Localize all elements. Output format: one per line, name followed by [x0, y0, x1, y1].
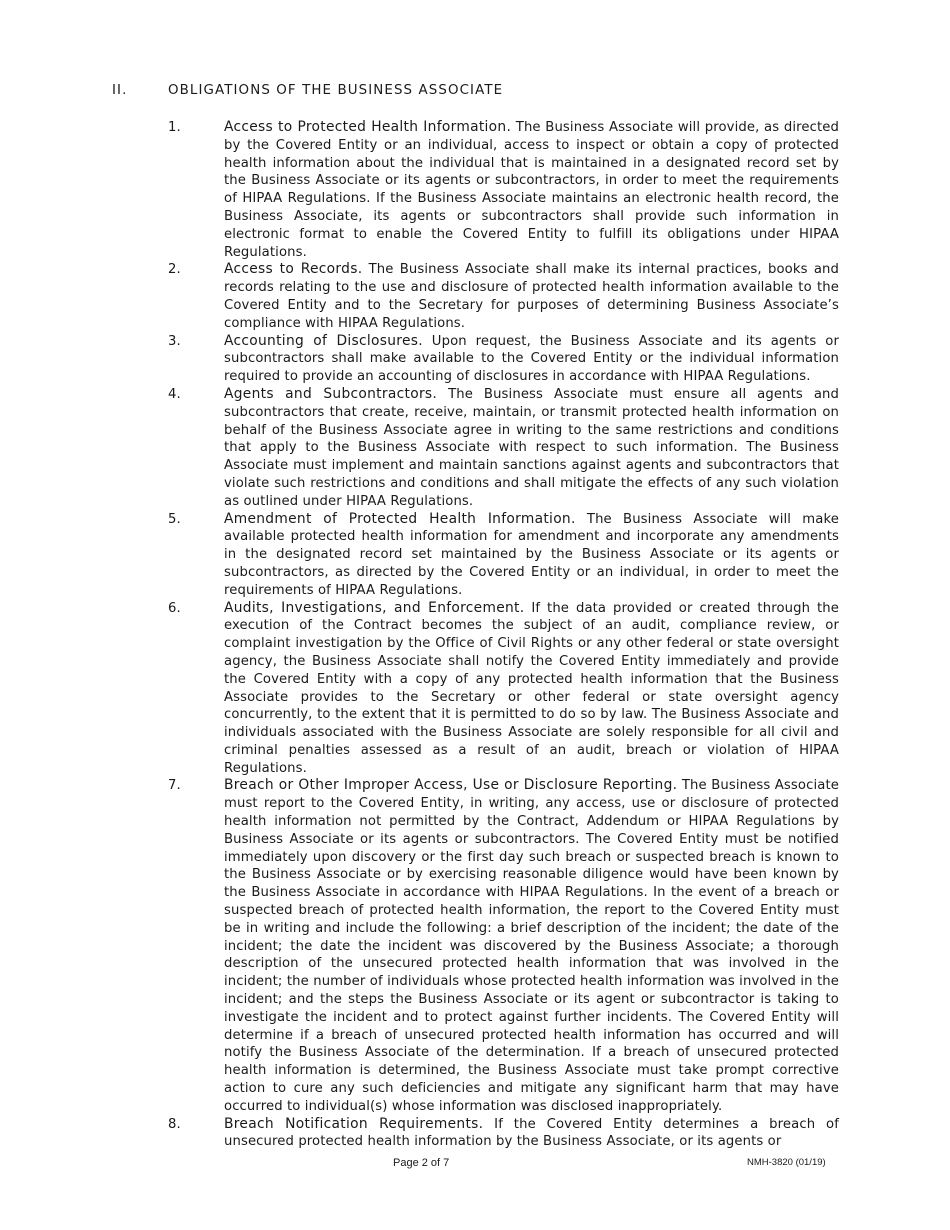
- item-text: The Business Associate must report to the Covered Entity, in writing, any access, use or disclosure of protected health information not permitted by the Contract, Addendum or HIPAA Regulations by Business Associate or its agents or subcontractors. The Covered Entity must be notified immediately upon discovery or the first day such breach or suspected breach is known to the Business Associate or by exercising reasonable diligence would have been known by the Business Associate in accordance with HIPAA Regulations. In the event of a breach or suspected breach of protected health information, the report to the Covered Entity must be in writing and include the following: a brief description of the incident; the date of the incident; the date the incident was discovered by the Business Associate; a thorough description of the unsecured protected health information that was involved in the incident; the number of individuals whose protected health information was involved in the incident; and the steps the Business Associate or its agent or subcontractor is taking to investigate the incident and to protect against further incidents. The Covered Entity will determine if a breach of unsecured protected health information has occurred and will notify the Business Associate of the determination. If a breach of unsecured protected health information is determined, the Business Associate must take prompt corrective action to cure any such deficiencies and mitigate any significant harm that may have occurred to individual(s) whose information was disclosed inappropriately.: [224, 778, 839, 1114]
- list-item: [168, 1116, 839, 1152]
- list-item: [168, 386, 839, 511]
- item-number: 6.: [168, 600, 181, 616]
- item-title: Audits, Investigations, and Enforcement.: [224, 599, 525, 616]
- list-item: [168, 333, 839, 386]
- item-title: Access to Records.: [224, 261, 363, 278]
- item-text: If the data provided or created through the execution of the Contract becomes the subject of an audit, compliance review, or complaint investigation by the Office of Civil Rights or any other federal or state oversight agency, the Business Associate shall notify the Covered Entity immediately and provide the Covered Entity with a copy of any protected health information that the Business Associate provides to the Secretary or other federal or state oversight agency concurrently, to the extent that it is permitted to do so by law. The Business Associate and individuals associated with the Business Associate are solely responsible for all civil and criminal penalties assessed as a result of an audit, breach or violation of HIPAA Regulations.: [224, 600, 839, 776]
- list-item: [168, 511, 839, 600]
- item-number: 8.: [168, 1116, 181, 1132]
- item-title: Breach or Other Improper Access, Use or Disclosure Reporting.: [224, 777, 678, 794]
- item-number: 7.: [168, 778, 181, 794]
- list-item: [168, 777, 839, 1115]
- section-number: II.: [112, 83, 128, 98]
- item-text: Upon request, the Business Associate and its agents or subcontractors shall make available to the Covered Entity or the individual information required to provide an accounting of disclosures in accordance with HIPAA Regulations.: [224, 333, 839, 385]
- item-text: If the Covered Entity determines a breach of unsecured protected health information by the Business Associate, or its agents or: [224, 1116, 839, 1150]
- page-number: Page 2 of 7: [393, 1157, 450, 1169]
- list-item: [168, 600, 839, 778]
- item-number: 2.: [168, 262, 181, 278]
- item-text: The Business Associate will make available protected health information for amendment and incorporate any amendments in the designated record set maintained by the Business Associate or its agents or subcontractors, as directed by the Covered Entity or an individual, in order to meet the requirements of HIPAA Regulations.: [224, 511, 839, 598]
- item-text: The Business Associate must ensure all agents and subcontractors that create, receive, maintain, or transmit protected health information on behalf of the Business Associate agree in writing to the same restrictions and conditions that apply to the Business Associate with respect to such information. The Business Associate must implement and maintain sanctions against agents and subcontractors that violate such restrictions and conditions and shall mitigate the effects of any such violation as outlined under HIPAA Regulations.: [224, 386, 839, 509]
- item-number: 5.: [168, 511, 181, 527]
- item-text: The Business Associate shall make its internal practices, books and records relating to the use and disclosure of protected health information available to the Covered Entity and to the Secretary for purposes of determining Business Associate’s compliance with HIPAA Regulations.: [224, 262, 839, 331]
- item-title: Access to Protected Health Information.: [224, 119, 512, 135]
- item-title: Agents and Subcontractors.: [224, 385, 438, 402]
- form-id: NMH-3820 (01/19): [747, 1157, 826, 1168]
- item-title: Accounting of Disclosures.: [224, 332, 423, 349]
- list-item: [168, 119, 839, 261]
- item-text: The Business Associate will provide, as directed by the Covered Entity or an individual, access to inspect or obtain a copy of protected health information about the individual that is maintained in a designated record set by the Business Associate or its agents or subcontractors, in order to meet the requirements of HIPAA Regulations. If the Business Associate maintains an electronic health record, the Business Associate, its agents or subcontractors shall provide such information in electronic format to enable the Covered Entity to fulfill its obligations under HIPAA Regulations.: [224, 120, 839, 260]
- item-title: Amendment of Protected Health Information.: [224, 510, 576, 527]
- list-item: [168, 261, 839, 332]
- item-number: 1.: [168, 120, 181, 135]
- section-title: OBLIGATIONS OF THE BUSINESS ASSOCIATE: [168, 83, 504, 98]
- item-title: Breach Notification Requirements.: [224, 1115, 484, 1132]
- item-number: 4.: [168, 386, 181, 402]
- section-heading: [112, 83, 503, 98]
- item-number: 3.: [168, 333, 181, 349]
- obligations-list: [168, 119, 839, 1151]
